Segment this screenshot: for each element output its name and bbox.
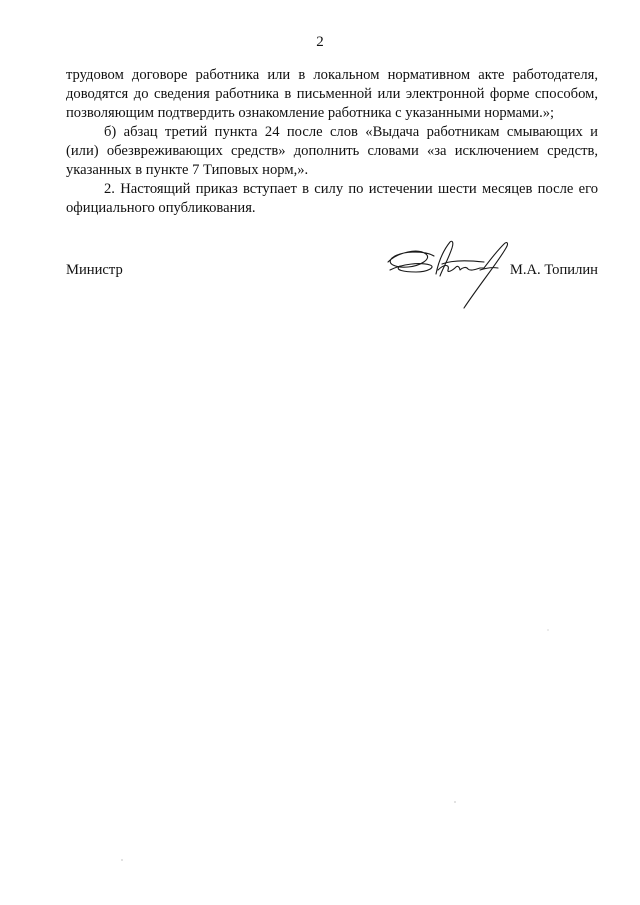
handwritten-signature: [380, 234, 520, 314]
text-line: б) абзац третий пункта 24 после слов «Выдача работникам смывающих и: [104, 124, 598, 140]
paragraph-item-2: [66, 180, 598, 218]
paragraph-item-b: [66, 123, 598, 180]
text-line: указанных в пункте 7 Типовых норм,».: [66, 162, 309, 178]
text-line: (или) обезвреживающих средств» дополнить словами «за исключением средств,: [66, 143, 598, 159]
text-line: 2. Настоящий приказ вступает в силу по истечении шести месяцев после его: [104, 181, 598, 197]
signer-name: М.А. Топилин: [509, 262, 598, 278]
signer-position: Министр: [66, 262, 123, 278]
page-number: 2: [316, 34, 324, 50]
document-body: [66, 66, 598, 218]
text-line: трудовом договоре работника или в локальном нормативном акте работодателя,: [66, 67, 598, 83]
text-line: доводятся до сведения работника в письменной или электронной форме способом,: [66, 86, 598, 102]
paragraph-continuation: [66, 66, 598, 123]
text-line: официального опубликования.: [66, 200, 256, 216]
text-line: позволяющим подтвердить ознакомление работника с указанными нормами.»;: [66, 105, 555, 121]
